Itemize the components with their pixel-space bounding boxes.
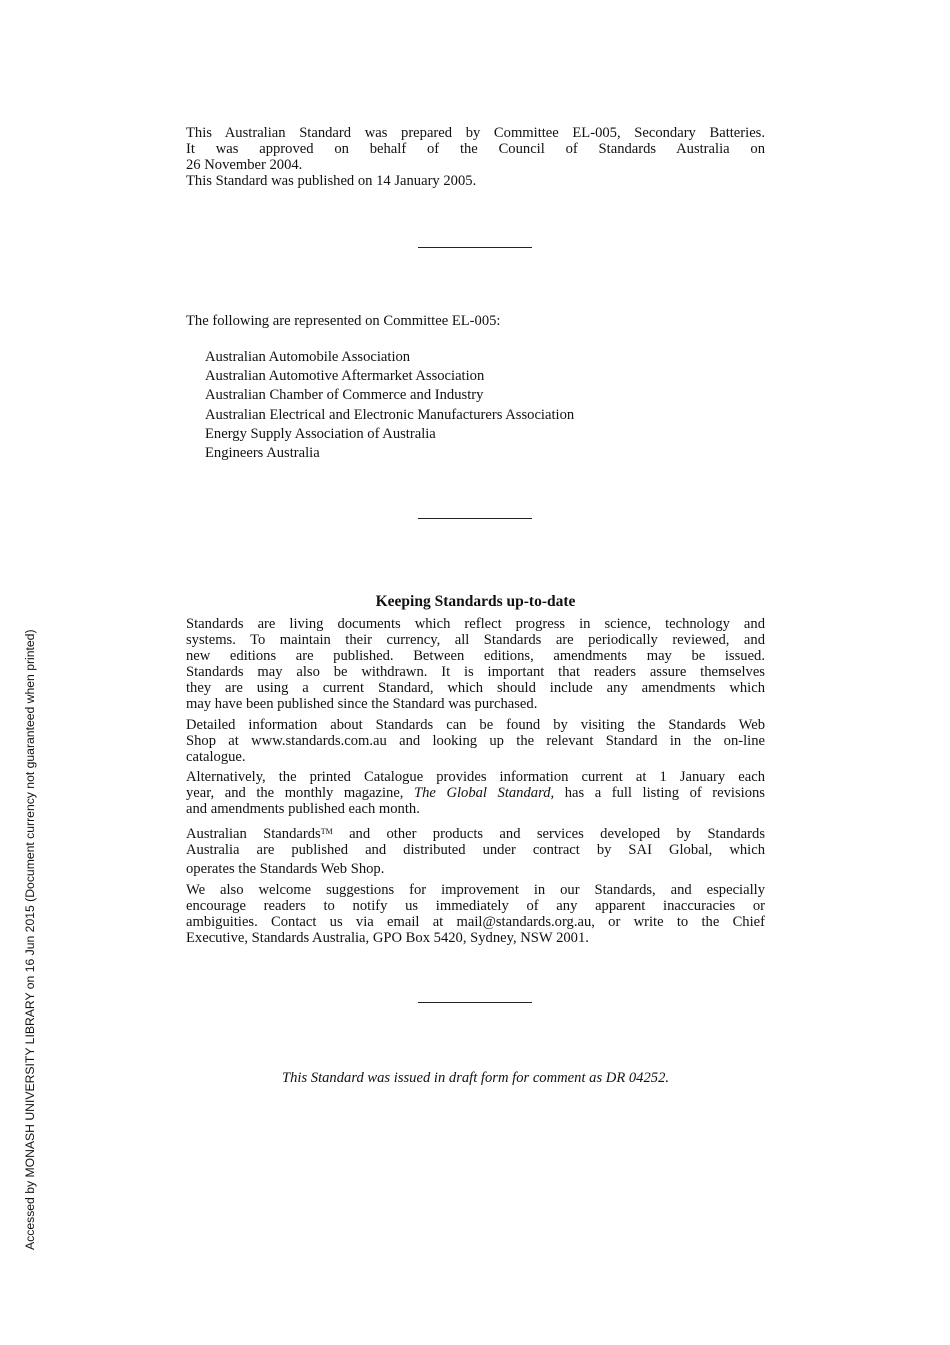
paragraph-line: catalogue. bbox=[186, 749, 246, 765]
paragraph-line: encourage readers to notify us immediately of any apparent inaccuracies or bbox=[186, 898, 765, 914]
section-divider-1 bbox=[418, 247, 532, 248]
prep-line-1: This Australian Standard was prepared by Committee EL-005, Secondary Batteries. bbox=[186, 125, 765, 141]
keeping-paragraph-3 bbox=[186, 769, 765, 817]
keeping-paragraph-1 bbox=[186, 616, 765, 712]
keeping-paragraph-2 bbox=[186, 717, 765, 765]
draft-issue-note: This Standard was issued in draft form for comment as DR 04252. bbox=[281, 1070, 670, 1086]
paragraph-line bbox=[186, 785, 765, 801]
committee-member: Energy Supply Association of Australia bbox=[205, 425, 436, 442]
section-divider-3 bbox=[418, 1002, 532, 1003]
access-margin-note: Accessed by MONASH UNIVERSITY LIBRARY on 16 Jun 2015 (Document currency not guaranteed when printed) bbox=[23, 629, 37, 1250]
paragraph-text: has a full listing of revisions bbox=[564, 785, 765, 801]
committee-member: Australian Automotive Aftermarket Association bbox=[205, 368, 485, 385]
magazine-title: The Global Standard, bbox=[414, 785, 555, 801]
paragraph-line: new editions are published. Between editions, amendments may be issued. bbox=[186, 648, 765, 664]
paragraph-line: they are using a current Standard, which should include any amendments which bbox=[186, 680, 765, 696]
keeping-paragraph-5 bbox=[186, 882, 765, 946]
paragraph-line bbox=[186, 822, 765, 841]
paragraph-line: Australia are published and distributed under contract by SAI Global, which bbox=[186, 842, 765, 858]
committee-member: Engineers Australia bbox=[205, 445, 320, 462]
keeping-paragraph-4 bbox=[186, 822, 765, 879]
section-divider-2 bbox=[418, 518, 532, 519]
paragraph-line: Standards may also be withdrawn. It is important that readers assure themselves bbox=[186, 664, 765, 680]
paragraph-line: and amendments published each month. bbox=[186, 801, 420, 817]
paragraph-line: We also welcome suggestions for improvement in our Standards, and especially bbox=[186, 882, 765, 898]
paragraph-line: may have been published since the Standard was purchased. bbox=[186, 696, 538, 712]
paragraph-text: year, and the monthly magazine, bbox=[186, 785, 404, 801]
prep-line-2: It was approved on behalf of the Council of Standards Australia on bbox=[186, 141, 765, 157]
paragraph-line: ambiguities. Contact us via email at mail@standards.org.au, or write to the Chief bbox=[186, 914, 765, 930]
committee-member: Australian Automobile Association bbox=[205, 349, 411, 365]
paragraph-text: and other products and services developed by Standards bbox=[349, 826, 765, 842]
preparation-statement bbox=[186, 125, 765, 189]
trademark-symbol: TM bbox=[320, 827, 333, 836]
paragraph-line: Executive, Standards Australia, GPO Box 5420, Sydney, NSW 2001. bbox=[186, 930, 589, 946]
committee-intro: The following are represented on Committee EL-005: bbox=[186, 313, 501, 329]
paragraph-line: operates the Standards Web Shop. bbox=[186, 861, 385, 877]
prep-line-3: 26 November 2004. bbox=[186, 157, 303, 173]
paragraph-line: Alternatively, the printed Catalogue provides information current at 1 January each bbox=[186, 769, 765, 785]
committee-member-list bbox=[205, 348, 574, 463]
brand-name: Australian Standards bbox=[186, 826, 321, 842]
committee-member: Australian Chamber of Commerce and Industry bbox=[205, 387, 484, 404]
paragraph-text bbox=[186, 826, 333, 842]
paragraph-line: Standards are living documents which reflect progress in science, technology and bbox=[186, 616, 765, 632]
paragraph-line: Shop at www.standards.com.au and looking up the relevant Standard in the on-line bbox=[186, 733, 765, 749]
paragraph-line: systems. To maintain their currency, all Standards are periodically reviewed, and bbox=[186, 632, 765, 648]
committee-member: Australian Electrical and Electronic Manufacturers Association bbox=[205, 406, 575, 423]
prep-line-4: This Standard was published on 14 January 2005. bbox=[186, 173, 477, 189]
keeping-standards-heading: Keeping Standards up-to-date bbox=[375, 593, 576, 610]
paragraph-line: Detailed information about Standards can be found by visiting the Standards Web bbox=[186, 717, 765, 733]
